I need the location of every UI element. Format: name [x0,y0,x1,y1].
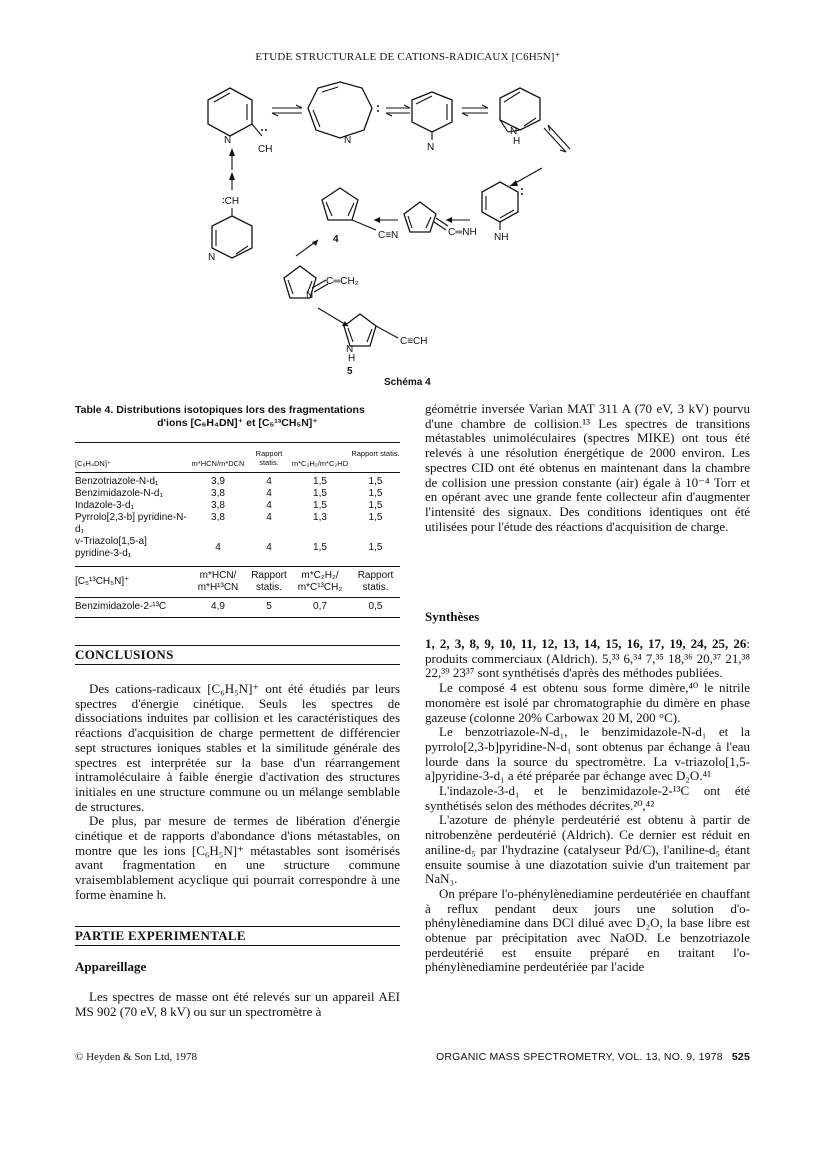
table-caption [75,404,400,430]
header-ratio-hcn: m*HCN/m*DCN [191,459,245,468]
row-value: 3,9 [211,476,225,487]
row-value: 1,5 [313,488,327,499]
header-ratio-2-bottom: m*H¹³CN [197,582,239,593]
table-caption-line1: Distributions isotopiques lors des fragmentations [116,404,365,416]
syntheses-paragraph-5: L'azoture de phényle perdeutérié est obtenu à partir de nitrobenzène perdeutérié (Aldrich). Ce dernier est réduit en aniline-d₅ par l'hydrazine (catalyseur Pd/C), l'aniline-d₅ étant ensuite soumise à une diazotation suivie d'un traitement par NaN₃. [425,812,750,887]
equilibrium-arrow [272,105,302,116]
row-value: 1,5 [368,488,383,499]
scheme-caption: Schéma 4 [384,377,431,388]
journal-footer [436,1051,750,1063]
atom-h9: H [348,353,356,364]
row-value: 4 [266,512,272,523]
syntheses-paragraph-2: Le composé 4 est obtenu sous forme dimère,⁴⁰ le nitrile monomère est isolé par chromatographie du dimère en phase gazeuse (colonne 20% Carbowax 20 M, 200 °C). [425,680,750,725]
row-value: 1,5 [313,500,327,511]
azacycloheptatrienylidene-structure [308,82,379,146]
atom-n10: N [208,252,216,263]
row-value: 1,5 [368,542,383,553]
pyrrolyl-vinylidene-structure [284,266,359,301]
apparatus-continued: géométrie inversée Varian MAT 311 A (70 eV, 3 kV) pourvu d'une chambre de collision.¹³ Les spectres de transitions métastables unimoléculaires (spectres MIKE) ont tous été relevés à une résolution énergétique de 2000 environ. Les spectres CID ont été obtenus en maintenant dans la chambre de collision une pression constante (air) égale à 10⁻⁴ Torr et en opérant avec une grande fente collecteur afin d'augmenter l'intensité des signaux. Des conditions identiques ont été utilisées pour l'étude des réactions d'acquisition de charge. [425,401,750,534]
vertical-arrows [229,148,235,190]
atom-nh5: NH [494,232,509,243]
aminophenylcarbene-structure [482,182,523,243]
syntheses-body [425,637,750,975]
header-stat-4: Rapport statis. [357,570,394,593]
table-row [75,512,400,536]
header-ratio-2 [187,570,249,594]
header-stat-3: Rapport statis. [251,570,287,593]
header-ion: [C₆H₄DN]⁺ [75,459,111,468]
syntheses-paragraph-6: On prépare l'o-phénylènediamine perdeutériée en chauffant à reflux pendant deux jours une solution d'o-phénylènediamine dans DCl dilué avec D₂O, la base libre est obtenue par précipitation avec NaOD. Le benzotriazole perdeutérié est ensuite préparé en traitant l'o-phénylènediamine perdeutériée par l'acide [425,885,750,975]
table-header-row-2 [75,570,400,594]
atom-cn7: C≡N [378,230,399,241]
row-value: 5 [266,601,272,612]
row-value: 1,3 [313,512,327,523]
compound-4-label: 4 [333,234,339,245]
reaction-arrow [510,168,542,186]
equilibrium-arrow [462,105,488,116]
right-column-intro [425,402,750,534]
row-value: 3,8 [211,512,225,523]
equilibrium-arrow [544,125,570,152]
reaction-arrow [296,240,318,256]
copyright: © Heyden & Son Ltd, 1978 [75,1051,198,1063]
row-value: 1,5 [368,512,383,523]
header-stat-1: Rapport statis. [255,449,283,467]
compound-5-structure [344,314,428,377]
page-number: 525 [731,1051,750,1063]
reaction-scheme [0,70,816,388]
row-name: Indazole-3-d₁ [75,500,134,511]
journal-name: ORGANIC MASS SPECTROMETRY, VOL. 13, NO. 9, 1978 [435,1051,723,1063]
conclusions-paragraph-2: De plus, par mesure de termes de libération d'énergie cinétique et de rapports d'abondance d'ions métastables, on montre que les ions [C₆H₅N]⁺ métastables sont isomérisés avant fragmentation en une structure commune vraisemblablement acyclique qui pourrait correspondre à une forme ènamine h. [75,813,400,902]
conclusions-heading: CONCLUSIONS [75,645,400,665]
header-stat-2: Rapport statis. [351,449,400,458]
conclusions-paragraph-1: Des cations-radicaux [C₆H₅N]⁺ ont été étudiés par leurs spectres d'énergie cinétique. Seuls les spectres de dissociations induites par collision et les caractéristiques des réactions d'acquisition de charge permettent de différencier sept structures ioniques stables et la similitude générale des spectres est interprétée sur la base d'un réarrangement intramoléculaire à faible énergie d'activation des structures initiales en une structure commune ou un mélange semblable de structures. [75,681,400,814]
reaction-arrow [318,308,348,326]
reaction-arrow [446,217,470,223]
header-ion-2: [C₅¹³CH₅N]⁺ [75,576,130,587]
apparatus-paragraph: Les spectres de masse ont été relevés sur un appareil AEI MS 902 (70 eV, 8 kV) ou sur un spectromètre à [75,989,400,1019]
syntheses-paragraph-1-rest: : produits commerciaux (Aldrich). 5,³³ 6,³⁴ 7,³⁵ 18,³⁶ 20,³⁷ 21,³⁸ 22,³⁹ 23³⁷ sont synthétisés d'après des méthodes publiées. [425,636,750,681]
atom-ch2: C═CH₂ [326,276,359,287]
header-ratio-3-bottom: m*C¹³CH₂ [297,582,343,593]
compound-5-label: 5 [347,366,353,377]
table-row [75,476,400,488]
atom-ch-carbene: ∶CH [222,196,240,207]
row-value: 3,8 [211,500,225,511]
table-mid-rule [75,566,400,567]
equilibrium-arrow [386,105,410,116]
row-value: 1,5 [368,476,383,487]
atom-n8: N [306,290,314,301]
row-name: v-Triazolo[1,5-a] pyridine-3-d₁ [75,536,147,559]
reaction-arrow [374,217,398,223]
header-ratio-3 [289,570,351,594]
row-value: 1,5 [313,542,327,553]
row-value: 4 [215,542,221,553]
row-value: 4 [266,488,272,499]
header-ratio-c2h2: m*C₂H₂/m*C₂HD [291,459,349,468]
apparatus-heading: Appareillage [75,959,147,974]
syntheses-paragraph-4: L'indazole-3-d₁ et le benzimidazole-2-¹³C ont été synthétisés selon des méthodes décrites.²⁰,⁴² [425,783,750,813]
table-header-rule [75,472,400,473]
atom-nh6: C═NH [448,227,477,238]
row-value: 1,5 [368,500,383,511]
row-value: 3,8 [211,488,225,499]
header-ratio-2-top: m*HCN/ [199,570,237,581]
atom-n4: N [510,126,518,137]
syntheses-paragraph-3: Le benzotriazole-N-d₁, le benzimidazole-N-d₁ et la pyrrolo[2,3-b]pyridine-N-d₁ sont obtenus par échange à l'eau lourde dans la source du spectromètre. La v-triazolo[1,5-a]pyridine-3-d₁ a été préparée par échange avec D₂O.⁴¹ [425,724,750,784]
syntheses-heading: Synthèses [425,609,480,624]
row-value: 0,7 [313,601,327,612]
row-name: Benzimidazole-2-¹³C [75,601,167,612]
row-name: Benzimidazole-N-d₁ [75,488,163,499]
conclusions-body [75,682,400,903]
row-value: 4 [266,476,272,487]
table-row [75,488,400,500]
row-value: 1,5 [313,476,327,487]
table-row [75,601,400,613]
row-name: Benzotriazole-N-d₁ [75,476,159,487]
phenylnitrene-structure [412,92,452,153]
atom-n9: N [346,344,354,355]
table-header-row [75,449,400,468]
table-bottom-rule [75,617,400,618]
table-row [75,536,400,560]
compound-4-structure [322,188,398,245]
syntheses-compound-list: 1, 2, 3, 8, 9, 10, 11, 12, 13, 14, 15, 16, 17, 19, 24, 25, 26 [425,636,747,651]
running-head: ETUDE STRUCTURALE DE CATIONS-RADICAUX [C6H5N]⁺ [255,51,561,63]
row-name: Pyrrolo[2,3-b] pyridine-N-d₁ [75,512,187,535]
header-ratio-3-top: m*C₂H₂/ [301,570,339,581]
table-top-rule [75,442,400,443]
row-value: 4,9 [211,601,225,612]
atom-n2: N [344,135,352,146]
pyridylcarbene-4-structure [208,196,252,263]
atom-ch: CH [258,144,273,155]
atom-n1: N [224,135,232,146]
syntheses-paragraph-1 [425,637,750,681]
table-header-rule-2 [75,597,400,598]
row-value: 4 [266,542,272,553]
isotope-table [75,442,400,618]
table-caption-line2: d'ions [C₆H₄DN]⁺ et [C₅¹³CH₅N]⁺ [157,417,318,429]
row-value: 4 [266,500,272,511]
experimental-heading: PARTIE EXPERIMENTALE [75,926,400,946]
atom-n3: N [427,142,435,153]
atom-h4: H [513,136,521,147]
atom-cch: C≡CH [400,336,428,347]
row-value: 0,5 [368,601,383,612]
table-caption-label: Table 4. [75,404,114,416]
pyridyl-carbene-structure [208,88,272,155]
apparatus-body [75,990,400,1019]
table-row [75,500,400,512]
azirine-structure [500,88,540,147]
